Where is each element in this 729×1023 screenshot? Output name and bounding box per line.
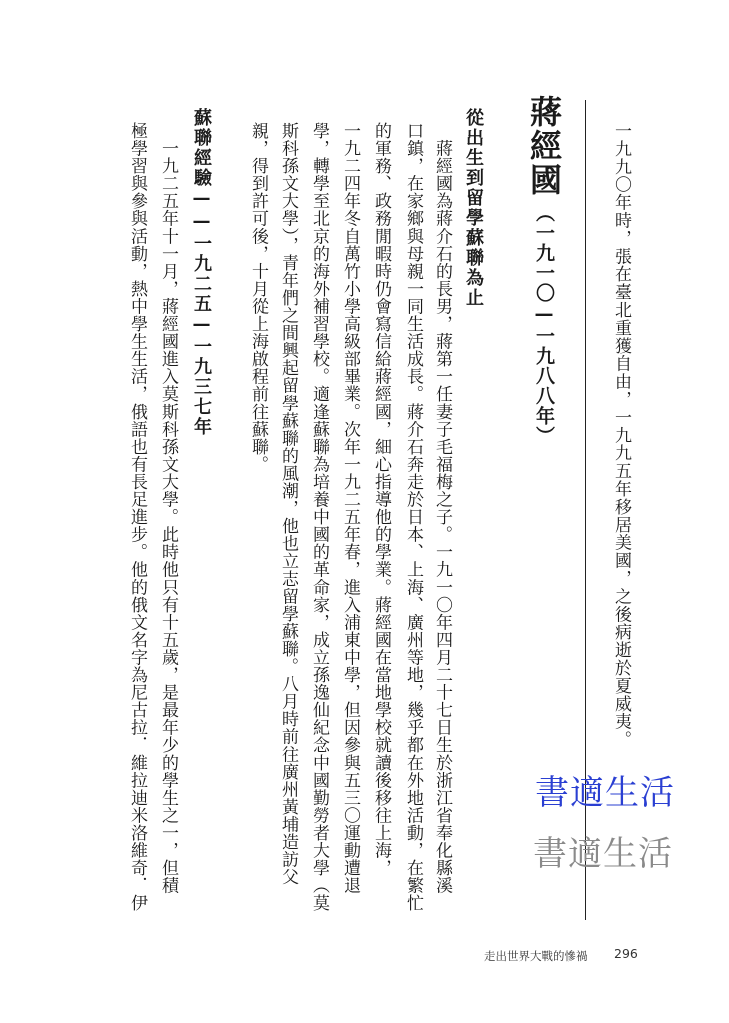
chapter-heading — [525, 95, 578, 455]
paragraph-line: 的軍務、政務閒暇時仍會寫信給蔣經國，細心指導他的學業。蔣經國在當地學校就讀後移往上海， — [371, 122, 391, 877]
watermark-logo-gray: 書適生活 — [533, 834, 673, 874]
continued-paragraph: 一九九〇年時，張在臺北重獲自由，一九九五年移居美國，之後病逝於夏威夷。 — [611, 122, 631, 749]
paragraph-line: 口鎮，在家鄉與母親一同生活成長。蔣介石奔走於日本、上海、廣州等地，幾乎都在外地活動，在繁忙 — [403, 122, 423, 912]
paragraph-line: 蔣經國為蔣介石的長男，蔣第一任妻子毛福梅之子。一九一〇年四月二十七日生於浙江省奉化縣溪 — [432, 122, 452, 895]
watermark-logo-blue: 書適生活 — [535, 773, 675, 813]
paragraph-line: 親，得到許可後，十月從上海啟程前往蘇聯。 — [248, 122, 268, 473]
heading-name: 蔣經國 — [525, 95, 563, 197]
section-title-soviet-experience: 蘇聯經驗——一九二五—一九三七年 — [191, 108, 212, 437]
paragraph-line: 斯科孫文大學），青年們之間興起留學蘇聯的風潮，他也立志留學蘇聯。八月時前往廣州黃埔造訪父 — [278, 122, 298, 886]
heading-years: （一九一〇—一九八八年） — [533, 203, 555, 446]
paragraph-line: 極學習與參與活動，熱中學生生活，俄語也有長足進步。他的俄文名字為尼古拉．維拉迪米洛維奇．伊 — [127, 122, 147, 912]
paragraph-line: 一九二五年十一月，蔣經國進入莫斯科孫文大學。此時他只有十五歲，是最年少的學生之一，但積 — [158, 122, 178, 895]
running-footer-title: 走出世界大戰的慘禍 — [484, 949, 588, 963]
section-title-early-life: 從出生到留學蘇聯為止 — [463, 108, 484, 308]
paragraph-line: 一九二四年冬自萬竹小學高級部畢業。次年一九二五年春，進入浦東中學，但因參與五三〇運動遭退 — [340, 122, 360, 895]
page-number: 296 — [614, 946, 638, 961]
paragraph-line: 學，轉學至北京的海外補習學校。適逢蘇聯為培養中國的革命家，成立孫逸仙紀念中國勤勞者大學（莫 — [309, 122, 329, 912]
